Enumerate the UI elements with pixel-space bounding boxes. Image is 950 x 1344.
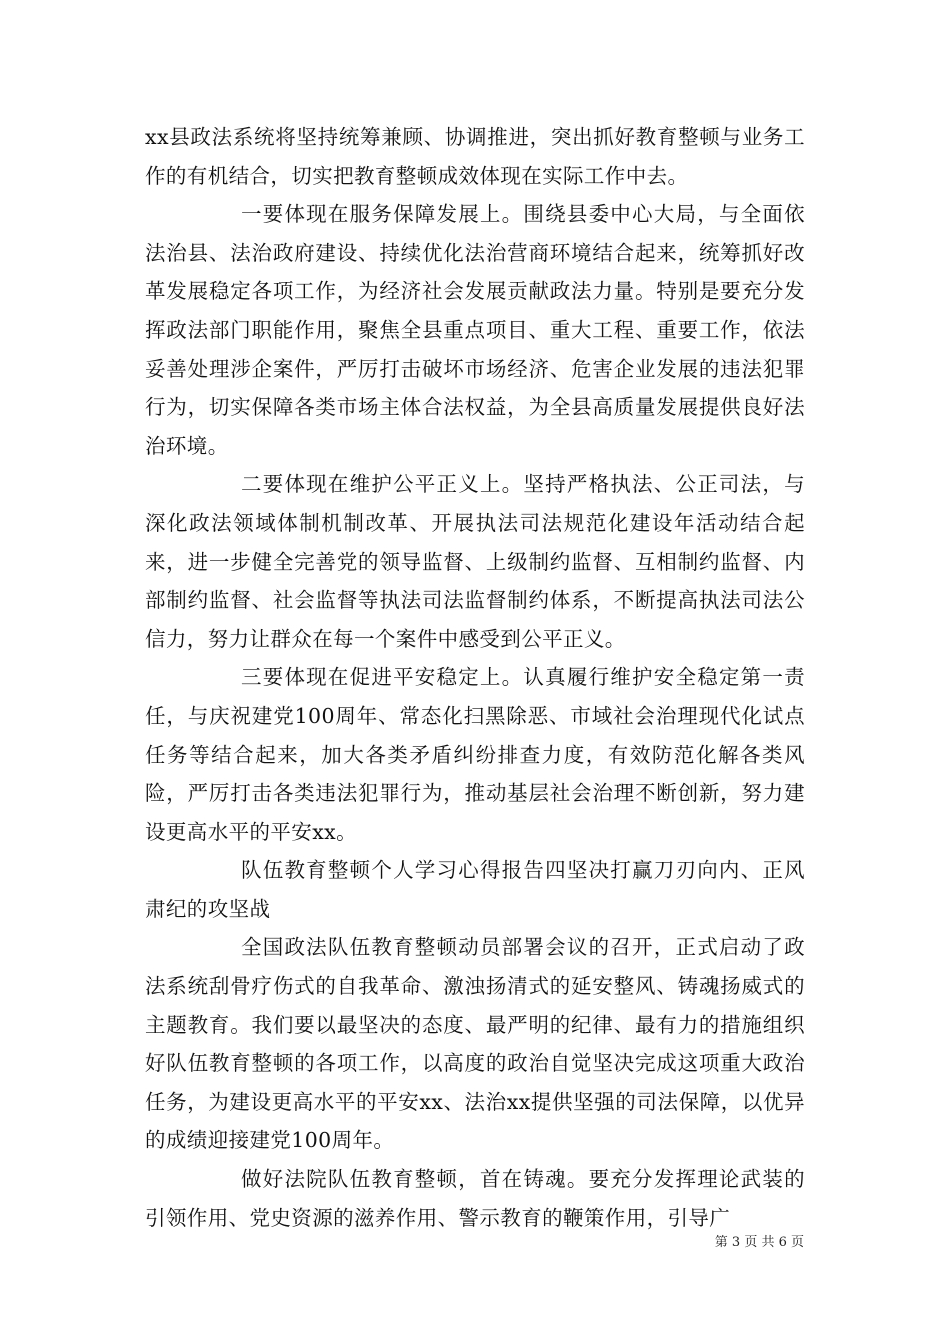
paragraph-4: 三要体现在促进平安稳定上。认真履行维护安全稳定第一责任，与庆祝建党100周年、常态化扫黑除恶、市域社会治理现代化试点任务等结合起来，加大各类矛盾纠纷排查力度，有效防范化解各类风险，严厉打击各类违法犯罪行为，推动基层社会治理不断创新，努力建设更高水平的平安xx。	[145, 665, 805, 844]
paragraph-6: 做好法院队伍教育整顿，首在铸魂。要充分发挥理论武装的引领作用、党史资源的滋养作用、警示教育的鞭策作用，引导广	[145, 1167, 805, 1230]
paragraph-3: 二要体现在维护公平正义上。坚持严格执法、公正司法，与深化政法领域体制机制改革、开展执法司法规范化建设年活动结合起来，进一步健全完善党的领导监督、上级制约监督、互相制约监督、内部制约监督、社会监督等执法司法监督制约体系，不断提高执法司法公信力，努力让群众在每一个案件中感受到公平正义。	[145, 472, 805, 651]
section-heading: 队伍教育整顿个人学习心得报告四坚决打赢刀刃向内、正风肃纪的攻坚战	[145, 858, 805, 921]
page-number-footer: 第 3 页 共 6 页	[714, 1235, 804, 1250]
paragraph-5: 全国政法队伍教育整顿动员部署会议的召开，正式启动了政法系统刮骨疗伤式的自我革命、激浊扬清式的延安整风、铸魂扬威式的主题教育。我们要以最坚决的态度、最严明的纪律、最有力的措施组织好队伍教育整顿的各项工作，以高度的政治自觉坚决完成这项重大政治任务，为建设更高水平的平安xx、法治xx提供坚强的司法保障，以优异的成绩迎接建党100周年。	[145, 935, 805, 1153]
paragraph-1: xx县政法系统将坚持统筹兼顾、协调推进，突出抓好教育整顿与业务工作的有机结合，切实把教育整顿成效体现在实际工作中去。	[145, 125, 805, 188]
paragraph-2: 一要体现在服务保障发展上。围绕县委中心大局，与全面依法治县、法治政府建设、持续优化法治营商环境结合起来，统筹抓好改革发展稳定各项工作，为经济社会发展贡献政法力量。特别是要充分发挥政法部门职能作用，聚焦全县重点项目、重大工程、重要工作，依法妥善处理涉企案件，严厉打击破坏市场经济、危害企业发展的违法犯罪行为，切实保障各类市场主体合法权益，为全县高质量发展提供良好法治环境。	[145, 202, 805, 458]
document-body	[145, 118, 805, 1237]
